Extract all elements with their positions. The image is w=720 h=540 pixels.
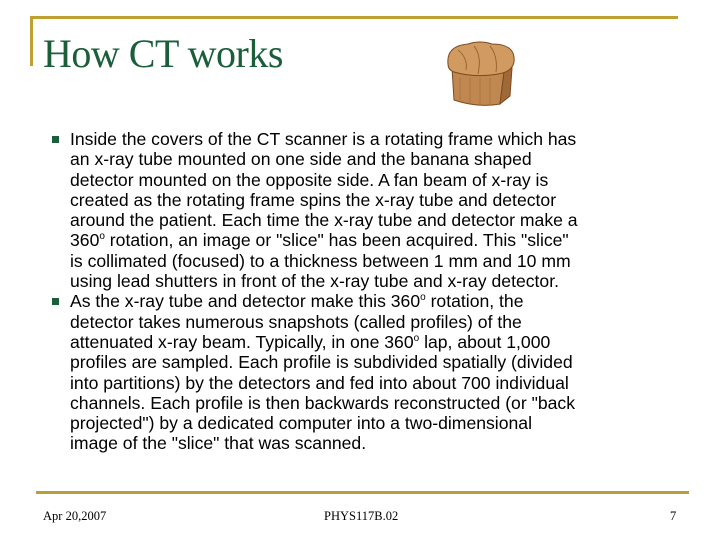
slide-title: How CT works (43, 31, 283, 76)
text-segment: rotation, the (425, 291, 524, 312)
text-line (70, 413, 710, 433)
bottom-rule (36, 491, 689, 494)
text-line (70, 312, 710, 332)
text-segment: into partitions) by the detectors and fed into about 700 individual (70, 372, 569, 393)
footer-date: Apr 20,2007 (43, 509, 107, 523)
text-line (70, 291, 710, 311)
text-line (70, 190, 710, 210)
text-segment: rotation, an image or "slice" has been acquired. This "slice" (104, 230, 569, 251)
bullet-list (70, 129, 710, 454)
text-line (70, 210, 710, 230)
text-line (70, 170, 710, 190)
degree-superscript: o (99, 231, 105, 243)
text-line (70, 373, 710, 393)
bread-loaf-image (438, 38, 522, 110)
text-segment: projected") by a dedicated computer into a two-dimensional (70, 413, 532, 434)
bullet-item (70, 129, 710, 291)
text-segment: Inside the covers of the CT scanner is a rotating frame which has (70, 129, 577, 149)
text-segment: around the patient. Each time the x-ray tube and detector make a (70, 210, 578, 231)
top-rule (30, 16, 678, 19)
text-line (70, 230, 710, 250)
left-rule (30, 16, 33, 66)
text-line (70, 129, 710, 149)
text-segment: channels. Each profile is then backwards reconstructed (or "back (70, 392, 575, 413)
text-segment: lap, about 1,000 (419, 331, 551, 352)
footer-course: PHYS117B.02 (324, 509, 399, 523)
bullet-square-icon (52, 136, 59, 143)
text-line (70, 393, 710, 413)
bullet-square-icon (52, 298, 59, 305)
text-line (70, 251, 710, 271)
degree-superscript: o (420, 292, 426, 304)
text-segment: 360 (70, 230, 100, 251)
text-line (70, 352, 710, 372)
text-line (70, 332, 710, 352)
degree-superscript: o (413, 332, 420, 344)
text-line (70, 149, 710, 169)
text-segment: using lead shutters in front of the x-ray tube and x-ray detector. (70, 271, 559, 292)
text-segment: created as the rotating frame spins the x-ray tube and detector (70, 189, 557, 210)
text-segment: detector mounted on the opposite side. A fan beam of x-ray is (70, 169, 549, 190)
text-segment: an x-ray tube mounted on one side and the banana shaped (70, 149, 532, 170)
page-number: 7 (670, 509, 677, 523)
text-segment: detector takes numerous snapshots (called profiles) of the (70, 311, 522, 332)
text-segment: is collimated (focused) to a thickness between 1 mm and 10 mm (70, 250, 571, 271)
text-line (70, 271, 710, 291)
text-segment: profiles are sampled. Each profile is subdivided spatially (divided (70, 352, 573, 373)
text-segment: image of the "slice" that was scanned. (70, 433, 367, 454)
bullet-item (70, 291, 710, 453)
text-segment: attenuated x-ray beam. Typically, in one 360 (70, 331, 414, 352)
text-segment: As the x-ray tube and detector make this 360 (70, 291, 421, 312)
text-line (70, 433, 710, 453)
